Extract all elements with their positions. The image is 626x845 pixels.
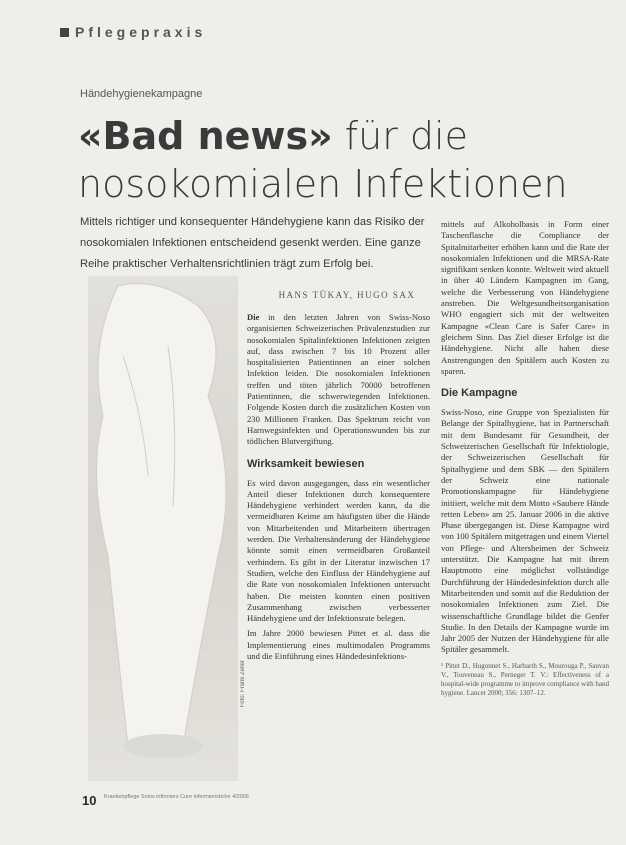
paragraph-wirksamkeit: Es wird davon ausgegangen, dass ein wesentlicher Anteil dieser Infektionen durch konsequentere Händehygiene verhindert werden kann, da die vermeidbaren Keime am häufigsten über die Hände von Mitarbeitenden und Mitarbeitern übertragen werden. Die Verhaltensänderung der Händehygiene könnte somit einen vermeidbaren Großanteil verhindern. Es gibt in der Literatur inzwischen 17 Studien, welche den Einfluss der Händehygiene auf die Rate von nosokomialen Infektionen untersucht haben. Die meisten konnten einen positiven Zusammenhang zwischen verbesserter Händehygiene und der Infektionsrate belegen.: [247, 477, 430, 624]
column-middle: [247, 312, 430, 666]
column-right: [441, 219, 609, 702]
kicker: Händehygienekampagne: [80, 88, 203, 100]
article-title: [78, 112, 618, 208]
lead-paragraph: Mittels richtiger und konsequenter Händehygiene kann das Risiko der nosokomialen Infektionen entscheidend gesenkt werden. Eine ganze Reihe praktischer Verhaltensrichtlinien trägt zum Erfolg bei.: [80, 216, 425, 270]
authors-line: HANS TÜKAY, HUGO SAX: [278, 290, 416, 300]
paragraph-intro: [247, 312, 430, 448]
intro-text: in den letzten Jahren von Swiss-Noso organisierten Schweizerischen Prävalenzstudien zur nosokomialen Spitalinfektionen Infektionen zeigten auf, dass zwischen 7 bis 10 Prozent aller hospitalisierten Patientinnen an einer solchen Infektion leiden. Die nosokomialen Infektionen treffen und töten jährlich 70000 betroffenen Patientinnen, die schwerwiegenden Infektionen. Folgende Kosten durch die zusätzlichen Kosten von 230 Millionen Franken. Das Spektrum reicht von Harnwegsinfekten und Operationswunden bis zur tödlichen Blutvergiftung.: [247, 312, 430, 447]
drop-word: Die: [247, 312, 260, 322]
subheading-wirksamkeit: Wirksamkeit bewiesen: [247, 457, 365, 470]
photo-credit: Foto: Frank Zeller: [240, 660, 246, 708]
paragraph-kampagne: Swiss-Noso, eine Gruppe von Spezialisten für Belange der Spitalhygiene, hat in Partnerschaft mit dem Bundesamt für Gesundheit, der Schweizerischen Gesellschaft für Infektiologie, der Schweizerischen Gesellschaft für Spitalhygiene und dem SBK — den Spitälern der Schweiz eine nationale Promotionskampagne für Händehygiene initiiert, welche mit dem Motto «Saubere Hände retten Leben» am 25. Januar 2006 in die aktive Phase übergegangen ist. Diese Kampagne wird von 100 Spitälern mitgetragen und einem Viertel von Pflege- und Altersheimen der Schweiz unterstützt. Die Kampagne hat mit ihrem Hauptmotto eine möglichst vollständige Durchführung der Händedesinfektion durch alle Mitarbeitenden und somit auf die Reduktion der nosokomialen Infektionen zum Ziel. Die wissenschaftliche Grundlage bildet die Genfer Studie. In den Details der Kampagne wurde im Jahr 2005 der Nutzen der Händehygiene für alle Spitäler gesammelt.: [441, 407, 609, 655]
title-rest: für die nosokomialen Infektionen: [78, 114, 568, 206]
glove-illustration: [88, 276, 238, 781]
paragraph-pittet: Im Jahre 2000 bewiesen Pittet et al. dass die Implementierung eines multimodalen Programms und die Einführung eines Händedesinfektions-: [247, 628, 430, 662]
rubric-square-icon: [60, 28, 69, 37]
title-bold: «Bad news»: [78, 114, 333, 158]
footnote: ¹ Pittet D., Hugonnet S., Harbarth S., Mourouga P., Sauvan V., Touveneau S., Perneger T. V.: Effectiveness of a hospital-wide programme to improve compliance with hand hygiene. Lancet 2000; 356: 1307–12.: [441, 661, 609, 697]
rubric-label: Pflegepraxis: [75, 24, 207, 40]
section-rubric: [60, 24, 206, 40]
glove-photo: [88, 276, 238, 781]
publication-source: Krankenpflege Soins infirmiers Cure infermieristiche 4/2006: [104, 794, 249, 800]
page-number: 10: [82, 793, 97, 808]
paragraph-continued: mittels auf Alkoholbasis in Form einer Taschenflasche die Compliance der Spitalmitarbeiter erhöhen kann und die Rate der nosokomialen Infektionen und die MRSA-Rate signifikant senken konnte. Weltweit wird aktuell in über 40 Ländern Kampagnen im Gang, welche die Verbesserung von Händehygiene anstreben. Die Weltgesundheitsorganisation WHO engagiert sich mit der weltweiten Kampagne «Clean Care is Safer Care» in gleichem Sinn. Das Ziel dieser Erfolge ist die Händehygiene. Nicht alle haben diese Anstrengungen den Spitälern auch Kosten zu sparen.: [441, 219, 609, 376]
subheading-kampagne: Die Kampagne: [441, 387, 518, 400]
